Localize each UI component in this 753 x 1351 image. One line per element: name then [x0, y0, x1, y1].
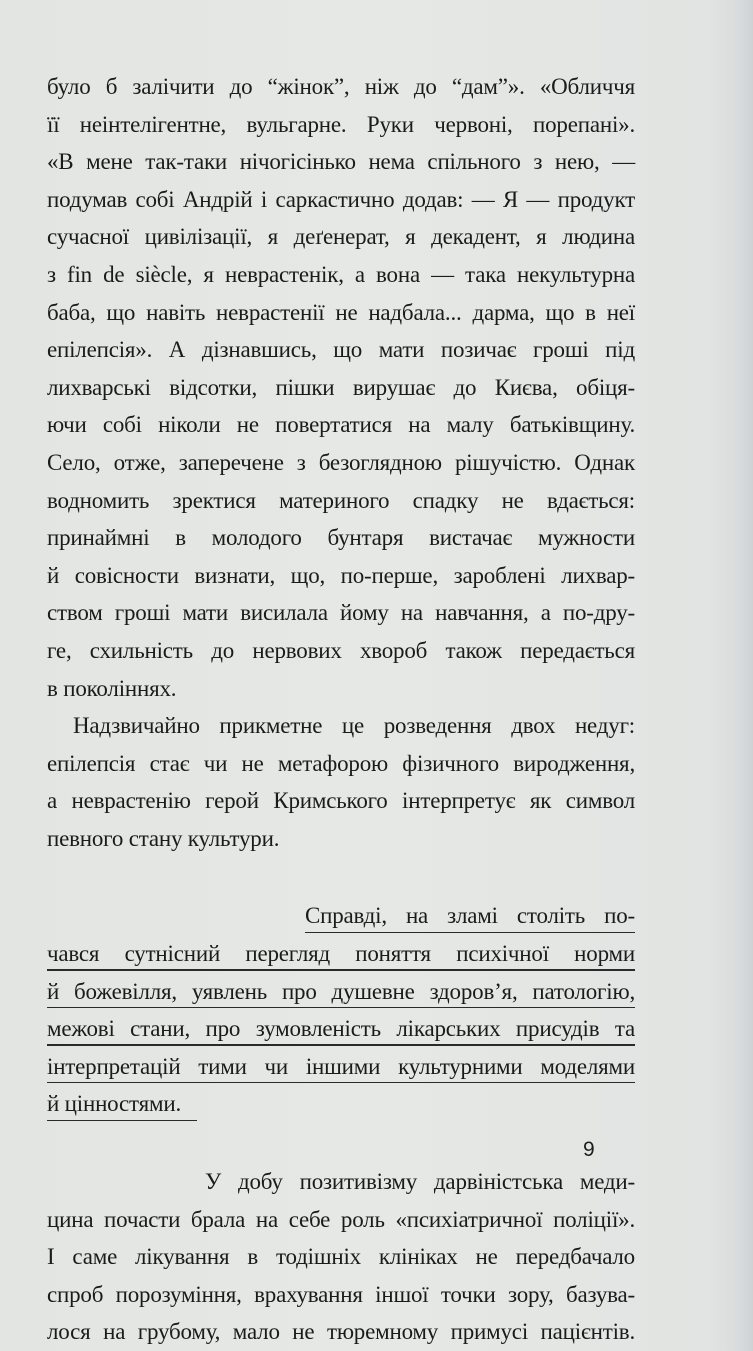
text-line: Надзвичайно прикметне це розведення двох недуг: [73, 713, 635, 739]
paragraph-gap [47, 857, 635, 897]
text-line: принаймні в молодого бунтаря вистачає мужности [47, 525, 635, 551]
text-line: сучасної цивілізації, я деґенерат, я декадент, я людина [47, 224, 635, 250]
paragraph-2 [47, 707, 635, 857]
text-line: й совісности визнати, що, по-перше, зароблені лихвар- [47, 562, 635, 588]
text-line: ством гроші мати висилала йому на навчання, а по-дру- [47, 600, 635, 626]
text-line: а неврастенію герой Кримського інтерпретує як символ [47, 788, 635, 814]
paragraph-gap [47, 1123, 635, 1163]
text-line: подумав собі Андрій і саркастично додав: — Я — продукт [47, 186, 635, 212]
underlined-text-line: й цінностями. [47, 1085, 197, 1123]
paragraph-3-underlined [47, 897, 635, 1123]
text-line: Село, отже, заперечене з безоглядною рішучістю. Однак [47, 449, 635, 475]
page-number: 9 [583, 1138, 595, 1161]
underlined-text-line: й божевілля, уявлень про душевне здоров’я, патологію, [47, 973, 635, 1011]
text-line: спроб порозуміння, врахування іншої точки зору, базува- [47, 1281, 635, 1307]
text-line: було б залічити до “жінок”, ніж до “дам”». «Обличчя [47, 74, 635, 99]
text-line: ючи собі ніколи не повертатися на малу батьківщину. [47, 412, 635, 438]
underlined-text-line: інтерпретацій тими чи іншими культурними моделями [47, 1048, 635, 1086]
underlined-text-line: Справді, на зламі століть по- [305, 897, 635, 935]
text-line: У добу позитивізму дарвіністська меди- [205, 1169, 635, 1195]
text-line: ге, схильність до нервових хвороб також передається [47, 637, 635, 663]
text-line: цина почасти брала на себе роль «психіатричної поліції». [47, 1206, 635, 1232]
text-line: лихварські відсотки, пішки вирушає до Києва, обіця- [47, 374, 635, 400]
text-line: її неінтелігентне, вульгарне. Руки червоні, порепані». [47, 111, 635, 137]
book-page-text [47, 68, 635, 1351]
underlined-text-line: межові стани, про зумовленість лікарських присудів та [47, 1010, 635, 1048]
text-line: певного стану культури. [47, 825, 280, 851]
text-line: епілепсія стає чи не метафорою фізичного виродження, [47, 750, 635, 776]
text-line: І саме лікування в тодішніх клініках не передбачало [47, 1244, 635, 1270]
text-line: з fin de siècle, я неврастенік, а вона — така некультурна [47, 261, 635, 287]
text-line: епілепсія». А дізнавшись, що мати позичає гроші під [47, 337, 635, 363]
text-line: баба, що навіть неврастенії не надбала... дарма, що в неї [47, 299, 635, 325]
paragraph-1 [47, 68, 635, 707]
text-line: в поколіннях. [47, 675, 177, 701]
paragraph-4 [47, 1163, 635, 1351]
text-line: лося на грубому, мало не тюремному примусі пацієнтів. [47, 1319, 635, 1345]
text-line: водномить зректися материного спадку не вдається: [47, 487, 635, 513]
underlined-text-line: чався сутнісний перегляд поняття психічної норми [47, 935, 635, 973]
text-line: «В мене так-таки нічогісінько нема спільного з нею, — [47, 149, 635, 175]
